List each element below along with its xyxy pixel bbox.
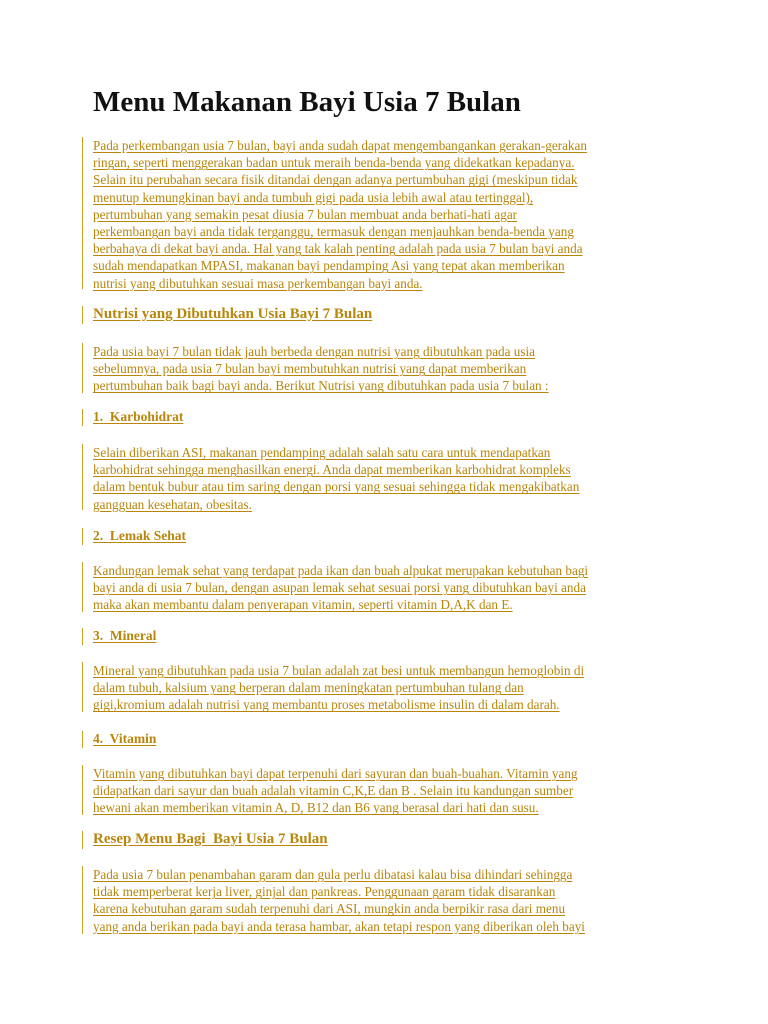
item-heading-block <box>82 628 692 644</box>
paragraph-line[interactable]: Kandungan lemak sehat yang terdapat pada ikan dan buah alpukat merupakan kebutuhan bagi <box>93 563 589 578</box>
paragraph-line[interactable]: Selain diberikan ASI, makanan pendamping adalah salah satu cara untuk mendapatkan <box>93 445 551 460</box>
change-bar <box>82 662 83 712</box>
paragraph-line[interactable]: maka akan membantu dalam penyerapan vitamin, seperti vitamin D,A,K dan E. <box>93 597 513 613</box>
section-heading-nutrisi[interactable]: Nutrisi yang Dibutuhkan Usia Bayi 7 Bulan <box>93 306 373 322</box>
change-bar <box>82 444 83 510</box>
section-heading-block <box>82 831 692 848</box>
intro-line[interactable]: Selain itu perubahan secara fisik ditandai dengan adanya pertumbuhan gigi (meskipun tidak <box>93 172 578 188</box>
item-heading-karbohidrat[interactable]: 1. Karbohidrat <box>93 409 184 424</box>
change-bar <box>82 306 83 324</box>
resep-paragraph-block <box>82 866 692 935</box>
intro-line[interactable]: nutrisi yang dibutuhkan sesuai masa perkembangan bayi anda. <box>93 275 423 291</box>
paragraph-line[interactable]: gigi,kromium adalah nutrisi yang membantu proses metabolisme insulin di dalam darah. <box>93 697 560 713</box>
item-heading-block <box>82 731 692 747</box>
paragraph-line[interactable]: yang anda berikan pada bayi anda terasa hambar, akan tetapi respon yang diberikan oleh bayi <box>93 918 585 934</box>
item-heading-block <box>82 528 692 544</box>
paragraph-line[interactable]: gangguan kesehatan, obesitas. <box>93 496 252 512</box>
change-bar <box>82 562 83 612</box>
paragraph-line[interactable]: tidak memperberat kerja liver, ginjal dan pankreas. Penggunaan garam tidak disarankan <box>93 884 556 900</box>
change-bar <box>82 409 83 426</box>
paragraph-line[interactable]: sebelumnya, pada usia 7 bulan bayi membutuhkan nutrisi yang dapat memberikan <box>93 361 527 377</box>
paragraph-line[interactable]: didapatkan dari sayur dan buah adalah vitamin C,K,E dan B . Selain itu kandungan sumber <box>93 783 574 799</box>
vitamin-paragraph-block <box>82 765 692 817</box>
change-bar <box>82 343 83 393</box>
intro-line[interactable]: menutup kemungkinan bayi anda tumbuh gigi pada usia lebih awal atau tertinggal), <box>93 189 534 205</box>
paragraph-line[interactable]: Pada usia 7 bulan penambahan garam dan gula perlu dibatasi kalau bisa dihindari sehingga <box>93 867 573 882</box>
item-heading-vitamin[interactable]: 4. Vitamin <box>93 731 157 746</box>
intro-line[interactable]: Pada perkembangan usia 7 bulan, bayi anda sudah dapat mengembangankan gerakan-gerakan <box>93 138 587 153</box>
change-bar <box>82 831 83 849</box>
change-bar <box>82 765 83 815</box>
paragraph-line[interactable]: Vitamin yang dibutuhkan bayi dapat terpenuhi dari sayuran dan buah-buahan. Vitamin yang <box>93 766 578 781</box>
karbohidrat-paragraph-block <box>82 444 692 513</box>
intro-line[interactable]: sudah mendapatkan MPASI, makanan bayi pendamping Asi yang tepat akan memberikan <box>93 258 565 274</box>
intro-line[interactable]: ringan, seperti menggerakan badan untuk meraih benda-benda yang didekatkan kepadanya. <box>93 155 575 171</box>
paragraph-line[interactable]: pertumbuhan baik bagi bayi anda. Berikut Nutrisi yang dibutuhkan pada usia 7 bulan : <box>93 378 549 394</box>
change-bar <box>82 628 83 645</box>
change-bar <box>82 731 83 748</box>
section-heading-block <box>82 306 692 323</box>
intro-line[interactable]: berbahaya di dekat bayi anda. Hal yang tak kalah penting adalah pada usia 7 bulan bayi anda <box>93 241 583 257</box>
item-heading-mineral[interactable]: 3. Mineral <box>93 628 157 643</box>
item-heading-block <box>82 409 692 425</box>
intro-line[interactable]: perkembangan bayi anda tidak terganggu, termasuk dengan menjauhkan benda-benda yang <box>93 223 574 239</box>
change-bar <box>82 137 83 289</box>
paragraph-line[interactable]: karena kebutuhan garam sudah terpenuhi dari ASI, mungkin anda berpikir rasa dari menu <box>93 901 566 917</box>
mineral-paragraph-block <box>82 662 692 714</box>
change-bar <box>82 866 83 934</box>
paragraph-line[interactable]: hewani akan memberikan vitamin A, D, B12 dan B6 yang berasal dari hati dan susu. <box>93 800 539 816</box>
intro-block <box>82 137 692 292</box>
lemak-paragraph-block <box>82 562 692 614</box>
paragraph-line[interactable]: dalam bentuk bubur atau tim saring dengan porsi yang sesuai sehingga tidak mengakibatkan <box>93 479 580 495</box>
paragraph-line[interactable]: Pada usia bayi 7 bulan tidak jauh berbeda dengan nutrisi yang dibutuhkan pada usia <box>93 344 536 359</box>
paragraph-line[interactable]: karbohidrat sehingga menghasilkan energi. Anda dapat memberikan karbohidrat kompleks <box>93 462 571 478</box>
nutrisi-paragraph-block <box>82 343 692 395</box>
paragraph-line[interactable]: Mineral yang dibutuhkan pada usia 7 bulan adalah zat besi untuk membangun hemoglobin di <box>93 663 585 678</box>
paragraph-line[interactable]: dalam tubuh, kalsium yang berperan dalam meningkatan pertumbuhan tulang dan <box>93 680 524 696</box>
section-heading-resep[interactable]: Resep Menu Bagi Bayi Usia 7 Bulan <box>93 831 328 847</box>
intro-line[interactable]: pertumbuhan yang semakin pesat diusia 7 bulan membuat anda berhati-hati agar <box>93 206 518 222</box>
paragraph-line[interactable]: bayi anda di usia 7 bulan, dengan asupan lemak sehat sesuai porsi yang dibutuhkan bayi anda <box>93 580 586 596</box>
change-bar <box>82 528 83 545</box>
item-heading-lemak-sehat[interactable]: 2. Lemak Sehat <box>93 528 187 543</box>
page-title: Menu Makanan Bayi Usia 7 Bulan <box>93 86 521 118</box>
